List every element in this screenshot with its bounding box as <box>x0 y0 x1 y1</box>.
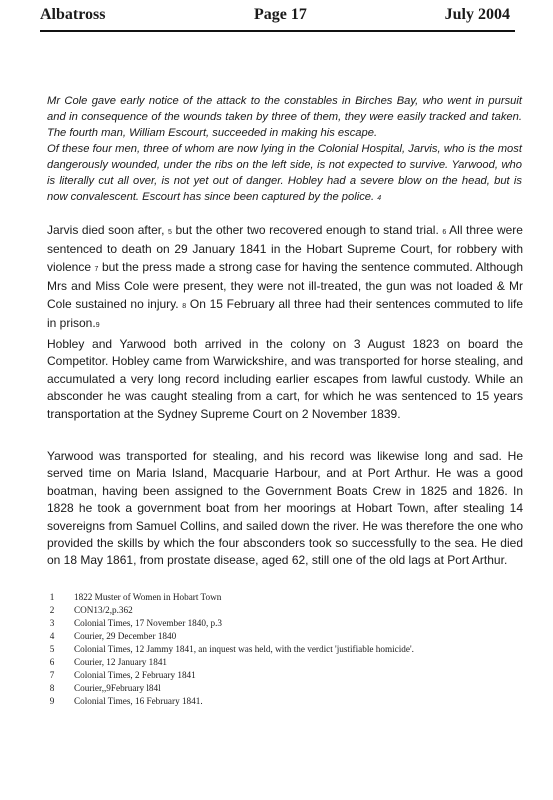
footnote-number: 6 <box>49 657 55 667</box>
header-rule <box>40 30 515 32</box>
footnote-text: Colonial Times, 17 November 1840, p.3 <box>74 618 223 628</box>
footnote-text: Courier, 12 January 1841 <box>74 657 168 667</box>
footnote-text: Colonial Times, 12 Jammy 1841, an inquest was held, with the verdict 'justifiable homicide'. <box>74 644 414 654</box>
footnote-text: 1822 Muster of Women in Hobart Town <box>74 592 222 602</box>
footnote-ref: 9 <box>95 322 100 330</box>
footnote-number: 9 <box>49 696 55 706</box>
footnote-number: 8 <box>49 683 55 693</box>
footnote-item <box>46 669 516 682</box>
footnote-item <box>46 617 516 630</box>
footnote-text: Courier,,9February l84l <box>74 683 161 693</box>
quote-paragraph-2-text: Of these four men, three of whom are now lying in the Colonial Hospital, Jarvis, who is the most dangerously wounded, under the ribs on the left side, is not expected to survive. Yarwood, who is literally cut all over, is not yet out of danger. Hobley had a severe blow on the head, but is now convalescent. Escourt has since been captured by the police. <box>47 143 522 203</box>
body-paragraph-3-text: Yarwood was transported for stealing, and his record was likewise long and sad. He served time on Maria Island, Macquarie Harbour, and at Port Arthur. He was a good boatman, having been assigned to the Government Boats Crew in 1825 and 1826. In 1828 he took a government boat from her moorings at Hobart Town, after stealing 14 sovereigns from Samuel Collins, and sailed down the river. He was therefore the one who provided the skills by which the four absconders took so successfully to the sea. He died on 18 May 1861, from prostate disease, aged 62, still one of the old lags at Port Arthur. <box>47 449 523 568</box>
footnote-number: 5 <box>49 644 55 654</box>
text-run: Jarvis died soon after, <box>47 223 165 237</box>
page-number: Page 17 <box>254 6 307 23</box>
text-run: On 15 February all three had their sentences commuted to life in prison. <box>47 296 523 331</box>
body-paragraph-1-text <box>47 222 523 334</box>
body-paragraph-3 <box>47 448 523 570</box>
text-run: but the other two recovered enough to stand trial. <box>171 223 439 237</box>
publication-title: Albatross <box>40 6 106 23</box>
footnote-item <box>46 656 516 669</box>
quoted-passage <box>47 93 522 207</box>
footnote-text: CON13/2,p.362 <box>74 605 133 615</box>
footnote-text: Colonial Times, 16 February 1841. <box>74 696 203 706</box>
body-paragraph-2-text: Hobley and Yarwood both arrived in the colony on 3 August 1823 on board the Competitor. Hobley came from Warwickshire, and was transported for horse stealing, and accumulated a very long record including earlier escapes from lawful custody. While an absconder he was caught stealing from a cart, for which he was sentenced to 15 years transportation at the Sydney Supreme Court on 2 November 1839. <box>47 337 523 421</box>
footnote-item <box>46 604 516 617</box>
footnote-number: 1 <box>49 592 55 602</box>
footnote-number: 4 <box>49 631 55 641</box>
text-run: All three were sentenced to death on 29 January 1841 in the Hobart Supreme Court, for robbery with violence <box>47 223 523 274</box>
footnote-text: Courier, 29 December 1840 <box>74 631 177 641</box>
footnote-ref: 5 <box>167 229 172 236</box>
footnote-item <box>46 682 516 695</box>
page-header <box>40 4 510 28</box>
footnote-item <box>46 643 516 656</box>
quote-paragraph-1: Mr Cole gave early notice of the attack to the constables in Birches Bay, who went in pursuit and in consequence of the wounds taken by three of them, they were easily tracked and taken. The fourth man, William Escourt, succeeded in making his escape. <box>47 95 522 139</box>
footnote-text: Colonial Times, 2 February 1841 <box>74 670 196 680</box>
footnote-number: 3 <box>49 618 55 628</box>
footnote-item <box>46 630 516 643</box>
footnote-ref: 6 <box>442 229 447 236</box>
quote-paragraph-2 <box>47 141 522 207</box>
footnote-ref: 8 <box>182 302 187 310</box>
footnote-number: 7 <box>49 670 55 680</box>
body-paragraph-2 <box>47 336 523 423</box>
text-run: but the press made a strong case for having the sentence commuted. Although Mrs and Miss Cole were present, they were not ill-treated, the gun was not loaded & Mr Cole sustained no injury. <box>47 259 523 311</box>
body-paragraph-1 <box>47 222 523 334</box>
footnote-item <box>46 591 516 604</box>
issue-date: July 2004 <box>444 6 510 23</box>
footnote-item <box>46 695 516 708</box>
footnote-number: 2 <box>49 605 55 615</box>
footnotes-list <box>46 591 516 708</box>
footnote-ref: 4 <box>377 195 382 202</box>
footnote-ref: 7 <box>94 265 99 273</box>
